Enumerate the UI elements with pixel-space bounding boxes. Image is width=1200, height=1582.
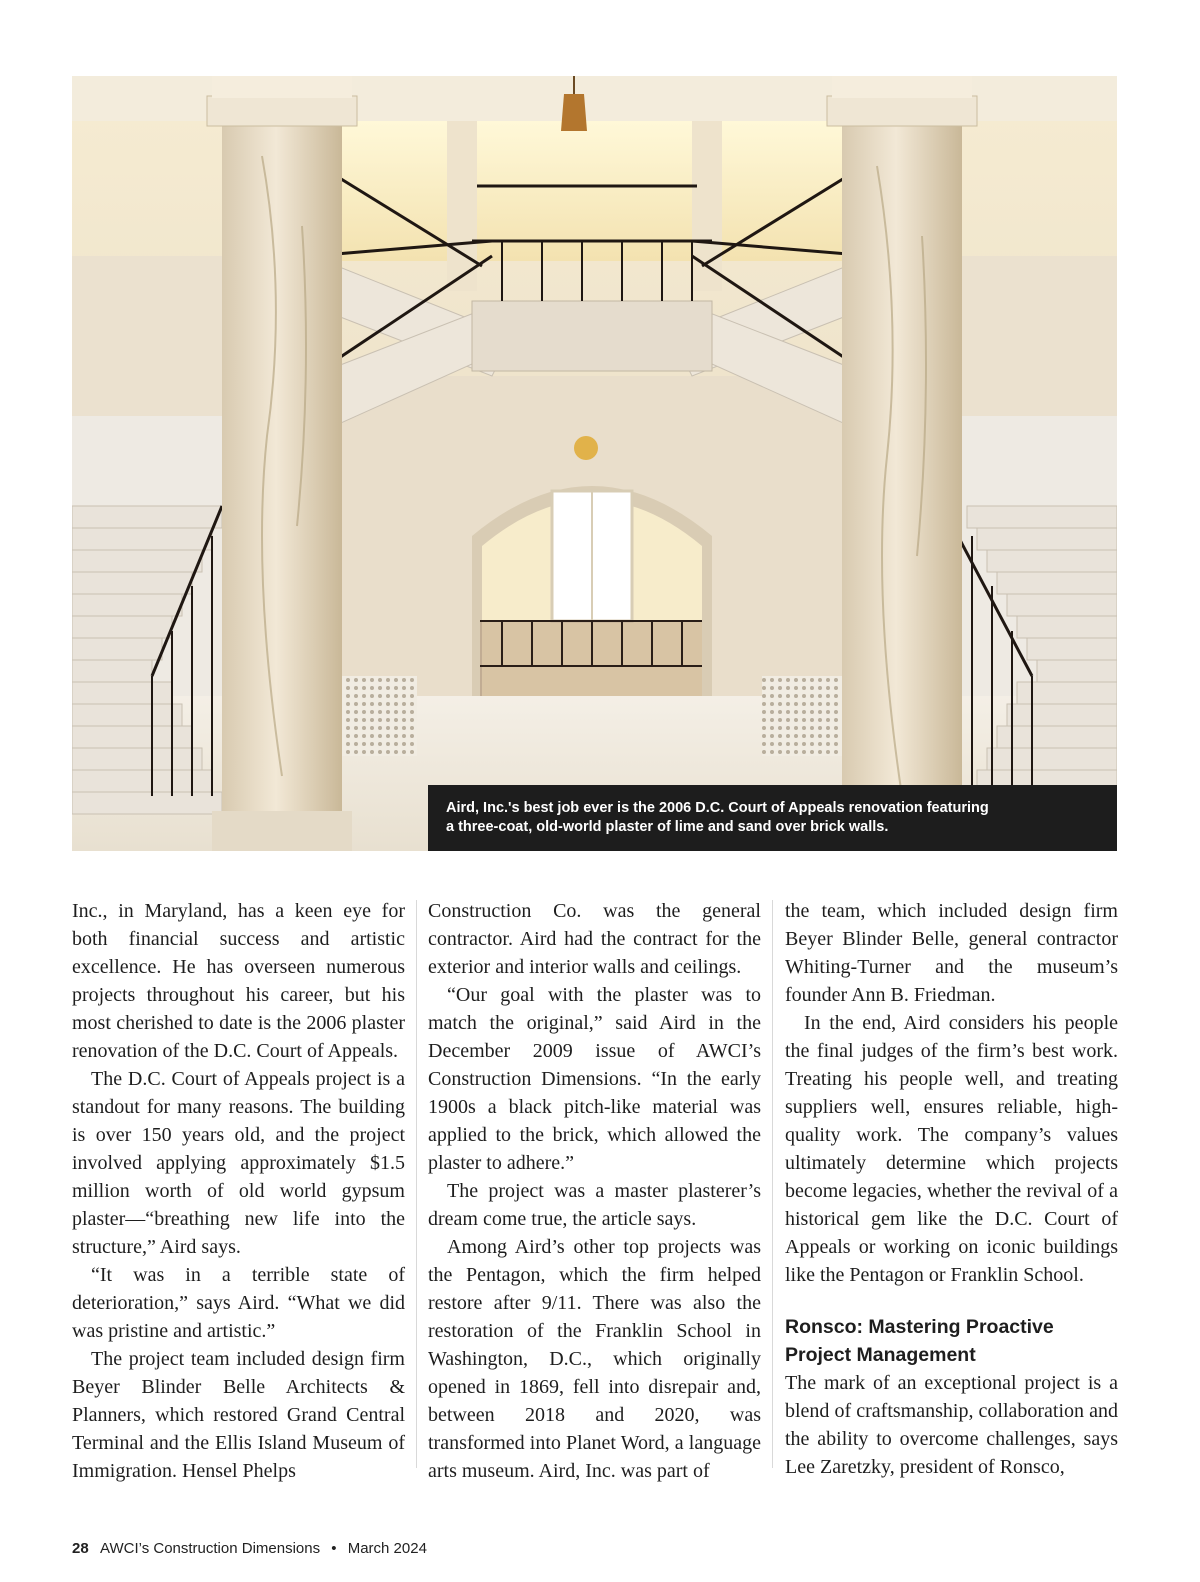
publication-name: AWCI’s Construction Dimensions	[100, 1540, 321, 1557]
paragraph: Construction Co. was the general contractor. Aird had the contract for the exterior and interior walls and ceilings.	[428, 900, 761, 978]
paragraph: the team, which included design firm Beyer Blinder Belle, general contractor Whiting-Turner and the museum’s founder Ann B. Friedman.	[785, 900, 1118, 1006]
issue-date: March 2024	[347, 1540, 427, 1557]
paragraph: The project team included design firm Beyer Blinder Belle Architects & Planners, which restored Grand Central Terminal and the Ellis Island Museum of Immigration. Hensel Phelps	[72, 1348, 405, 1482]
section-heading: Ronsco: Mastering Proactive Project Management	[785, 1316, 1054, 1366]
paragraph: “Our goal with the plaster was to match the original,” said Aird in the December 2009 issue of AWCI’s Construction Dimensions. “In the early 1900s a black pitch-like material was applied to the brick, which allowed the plaster to adhere.”	[428, 984, 761, 1174]
page-footer	[72, 1540, 427, 1557]
caption-line-1: Aird, Inc.'s best job ever is the 2006 D.C. Court of Appeals renovation featuring	[446, 800, 989, 816]
paragraph: Among Aird’s other top projects was the Pentagon, which the firm helped restore after 9/11. There was also the restoration of the Franklin School in Washington, D.C., which originally opened in 1869, fell into disrepair and, between 2018 and 2020, was transformed into Planet Word, a language arts museum. Aird, Inc. was part of	[428, 1236, 761, 1482]
column-divider	[416, 900, 417, 1468]
paragraph: Inc., in Maryland, has a keen eye for both financial success and artistic excellence. He has overseen numerous projects throughout his career, but his most cherished to date is the 2006 plaster renovation of the D.C. Court of Appeals.	[72, 900, 405, 1062]
court-of-appeals-stairway-illustration	[72, 76, 1117, 851]
paragraph: In the end, Aird considers his people the final judges of the firm’s best work. Treating his people well, and treating suppliers well, ensures reliable, high-quality work. The company’s values ultimately determine which projects become legacies, whether the revival of a historical gem like the D.C. Court of Appeals or working on iconic buildings like the Pentagon or Franklin School.	[785, 1012, 1118, 1286]
article-column-3	[785, 897, 1118, 1481]
article-column-2	[428, 897, 761, 1485]
photo-caption	[428, 785, 1117, 851]
page-number: 28	[72, 1540, 89, 1557]
paragraph: The D.C. Court of Appeals project is a standout for many reasons. The building is over 150 years old, and the project involved applying approximately $1.5 million worth of old world gypsum plaster—“breathing new life into the structure,” Aird says.	[72, 1068, 405, 1258]
paragraph: The mark of an exceptional project is a blend of craftsmanship, collaboration and the ability to overcome challenges, says Lee Zaretzky, president of Ronsco,	[785, 1372, 1118, 1478]
separator-dot: •	[331, 1540, 337, 1557]
paragraph: “It was in a terrible state of deterioration,” says Aird. “What we did was pristine and artistic.”	[72, 1264, 405, 1342]
article-column-1	[72, 897, 405, 1485]
stairway-photo	[72, 76, 1117, 851]
paragraph: The project was a master plasterer’s dream come true, the article says.	[428, 1180, 761, 1230]
column-divider	[772, 900, 773, 1468]
caption-line-2: a three-coat, old-world plaster of lime and sand over brick walls.	[446, 819, 889, 835]
